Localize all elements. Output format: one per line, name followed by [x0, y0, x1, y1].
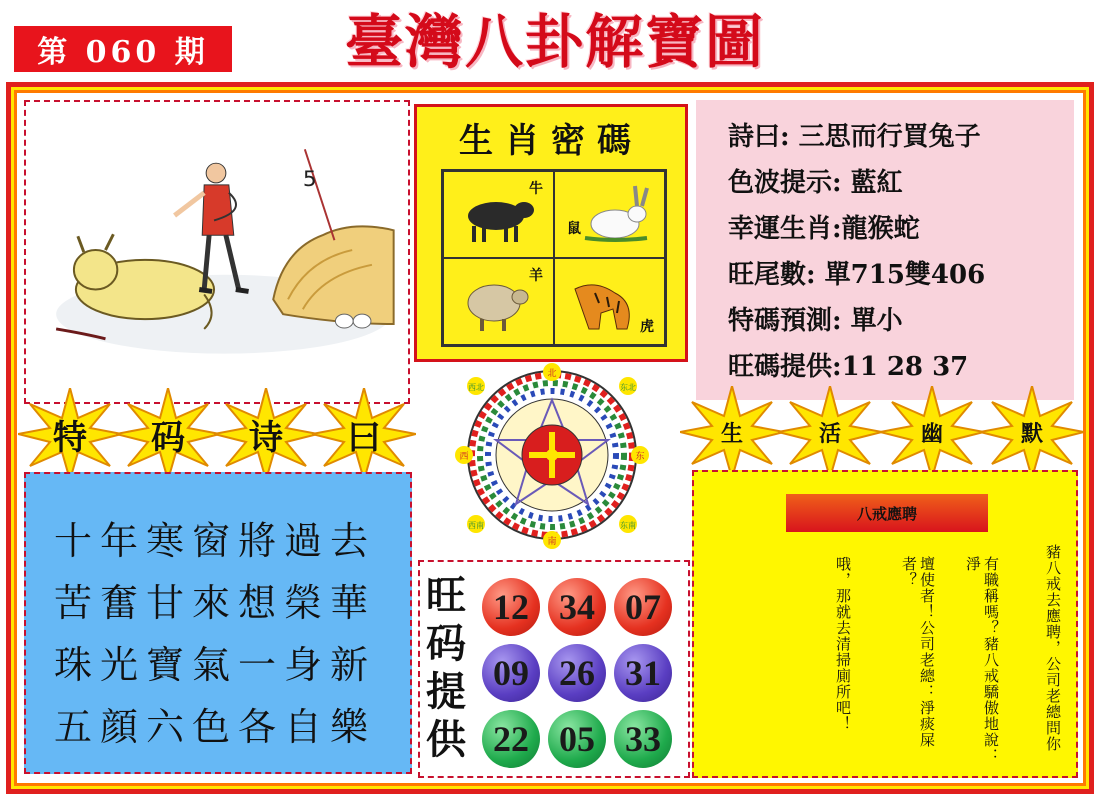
illustration-panel [24, 100, 410, 404]
poem-line: 十年寒窗將過去 [54, 519, 377, 563]
poem-line: 珠光寶氣一身新 [54, 643, 377, 687]
star-badge [680, 386, 784, 478]
zodiac-code-title: 生肖密碼 [459, 121, 643, 161]
star-char: 曰 [347, 417, 381, 458]
info-line-color-hint: 色波提示: 藍紅 [728, 168, 903, 198]
info-panel [694, 98, 1076, 402]
compass-side-label: 西 [459, 452, 469, 462]
star-char: 特 [53, 417, 87, 458]
issue-number-badge: 第 060 期 [14, 26, 232, 72]
number-ball: 09 [482, 644, 540, 702]
svg-text:5: 5 [302, 166, 317, 192]
compass-corner-label: 东北 [620, 383, 636, 392]
story-panel [692, 470, 1078, 778]
star-char: 默 [1020, 420, 1043, 447]
star-badge [214, 388, 318, 480]
poem-line: 五顔六色各自樂 [54, 705, 377, 749]
rabbit-icon [565, 182, 655, 250]
number-ball: 05 [548, 710, 606, 768]
poem-panel [24, 472, 412, 774]
number-ball: 26 [548, 644, 606, 702]
number-ball: 12 [482, 578, 540, 636]
star-badge [778, 386, 882, 478]
number-ball: 07 [614, 578, 672, 636]
man-and-ox-illustration [26, 102, 408, 402]
compass-corner-label: 西南 [468, 521, 484, 530]
star-badge [116, 388, 220, 480]
zodiac-cell-rabbit [554, 171, 665, 258]
star-char: 幽 [920, 420, 943, 447]
star-char: 生 [720, 420, 743, 447]
number-ball: 22 [482, 710, 540, 768]
star-badge [18, 388, 122, 480]
info-line-tail-numbers: 旺尾數: 單715雙406 [728, 260, 986, 290]
star-char: 诗 [249, 417, 283, 458]
zodiac-cell-sheep [443, 258, 554, 345]
compass-corner-label: 西北 [468, 383, 484, 392]
number-ball: 34 [548, 578, 606, 636]
poem-line: 苦奮甘來想榮華 [54, 581, 377, 625]
star-char: 活 [818, 420, 841, 447]
info-line-poem: 詩曰: 三思而行買兔子 [728, 122, 981, 152]
star-badge [880, 386, 984, 478]
star-badge [980, 386, 1084, 478]
page-title: 臺灣八卦解寶圖 [344, 8, 765, 76]
lucky-numbers-panel [418, 560, 690, 778]
number-ball: 33 [614, 710, 672, 768]
zodiac-label: 羊 [529, 268, 543, 284]
bagua-compass [436, 360, 668, 550]
star-char: 码 [151, 417, 185, 458]
info-line-special-prediction: 特碼預測: 單小 [728, 306, 903, 336]
info-line-lucky-zodiac: 幸運生肖:龍猴蛇 [728, 214, 920, 244]
star-badge [312, 388, 416, 480]
story-title: 八戒應聘 [786, 494, 988, 532]
number-ball: 31 [614, 644, 672, 702]
compass-side-label: 东 [635, 452, 645, 462]
zodiac-label: 虎 [640, 319, 654, 335]
compass-corner-label: 东南 [620, 521, 636, 530]
story-column: 哦，那就去清掃廁所吧！ [834, 556, 852, 732]
lucky-numbers-label: 旺码提供 [426, 572, 466, 763]
compass-side-label: 南 [547, 537, 557, 547]
story-column: 有職稱嗎？豬八戒驕傲地說：淨 [964, 556, 1000, 764]
zodiac-label: 牛 [529, 181, 543, 197]
zodiac-cell-ox [443, 171, 554, 258]
zodiac-label: 鼠 [567, 221, 581, 237]
zodiac-code-panel [414, 104, 688, 362]
story-column: 豬八戒去應聘，公司老總問你 [1044, 544, 1062, 752]
compass-side-label: 北 [547, 369, 557, 379]
zodiac-grid [441, 169, 667, 347]
bagua-compass-icon [436, 360, 668, 550]
story-column: 壇使者！公司老總：淨痰屎者？ [900, 556, 936, 748]
info-line-hot-numbers: 旺碼提供:11 28 37 [728, 352, 969, 382]
zodiac-cell-tiger [554, 258, 665, 345]
